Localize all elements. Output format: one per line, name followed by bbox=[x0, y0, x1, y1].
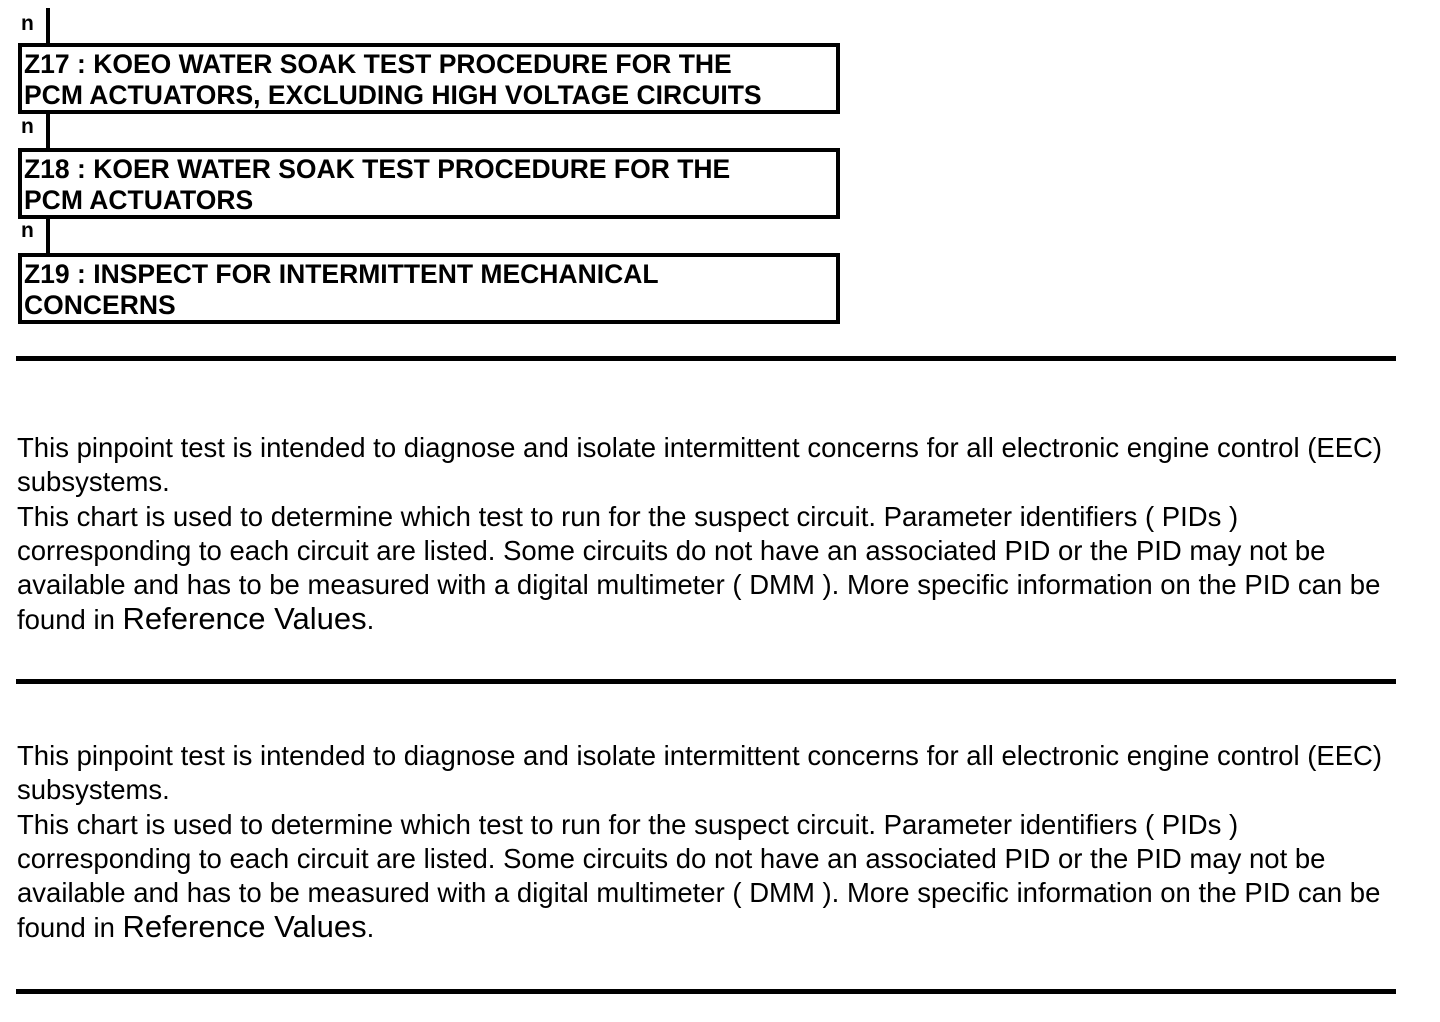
section-divider bbox=[16, 679, 1396, 684]
connector-label: n bbox=[21, 219, 34, 242]
connector-label: n bbox=[21, 12, 34, 35]
sentence-end: . bbox=[366, 912, 375, 944]
body-paragraph bbox=[17, 500, 1417, 638]
description-section bbox=[17, 739, 1417, 946]
body-paragraph bbox=[17, 808, 1417, 946]
reference-values-link[interactable]: Reference Values bbox=[122, 601, 367, 637]
intro-paragraph: This pinpoint test is intended to diagnose and isolate intermittent concerns for all electronic engine control (EEC) subsystems. bbox=[17, 432, 1383, 498]
sentence-end: . bbox=[366, 604, 375, 636]
connector-line bbox=[46, 8, 50, 44]
connector-line bbox=[46, 216, 50, 253]
section-divider bbox=[16, 356, 1396, 361]
step-box-z19[interactable] bbox=[18, 253, 840, 324]
step-box-z17[interactable] bbox=[18, 43, 840, 114]
reference-values-link[interactable]: Reference Values bbox=[122, 909, 367, 945]
step-box-z18[interactable] bbox=[18, 148, 840, 219]
step-title: Z19 : INSPECT FOR INTERMITTENT MECHANICAL CONCERNS bbox=[24, 259, 659, 320]
connector-line bbox=[46, 111, 50, 148]
step-title: Z18 : KOER WATER SOAK TEST PROCEDURE FOR THE PCM ACTUATORS bbox=[24, 154, 731, 215]
section-divider bbox=[16, 989, 1396, 994]
intro-paragraph: This pinpoint test is intended to diagnose and isolate intermittent concerns for all electronic engine control (EEC) subsystems. bbox=[17, 740, 1383, 806]
body-text: This chart is used to determine which test to run for the suspect circuit. Parameter identifiers ( PIDs ) corresponding to each circuit are listed. Some circuits do not have an associated PID or the PID may not be available and has to be measured with a digital multimeter ( DMM ). More specific information on the PID can be found in bbox=[17, 808, 1381, 944]
description-section bbox=[17, 431, 1417, 638]
connector-label: n bbox=[21, 115, 34, 138]
body-text: This chart is used to determine which test to run for the suspect circuit. Parameter identifiers ( PIDs ) corresponding to each circuit are listed. Some circuits do not have an associated PID or the PID may not be available and has to be measured with a digital multimeter ( DMM ). More specific information on the PID can be found in bbox=[17, 500, 1381, 636]
step-title: Z17 : KOEO WATER SOAK TEST PROCEDURE FOR THE PCM ACTUATORS, EXCLUDING HIGH VOLTAGE CIRCUITS bbox=[24, 49, 762, 110]
